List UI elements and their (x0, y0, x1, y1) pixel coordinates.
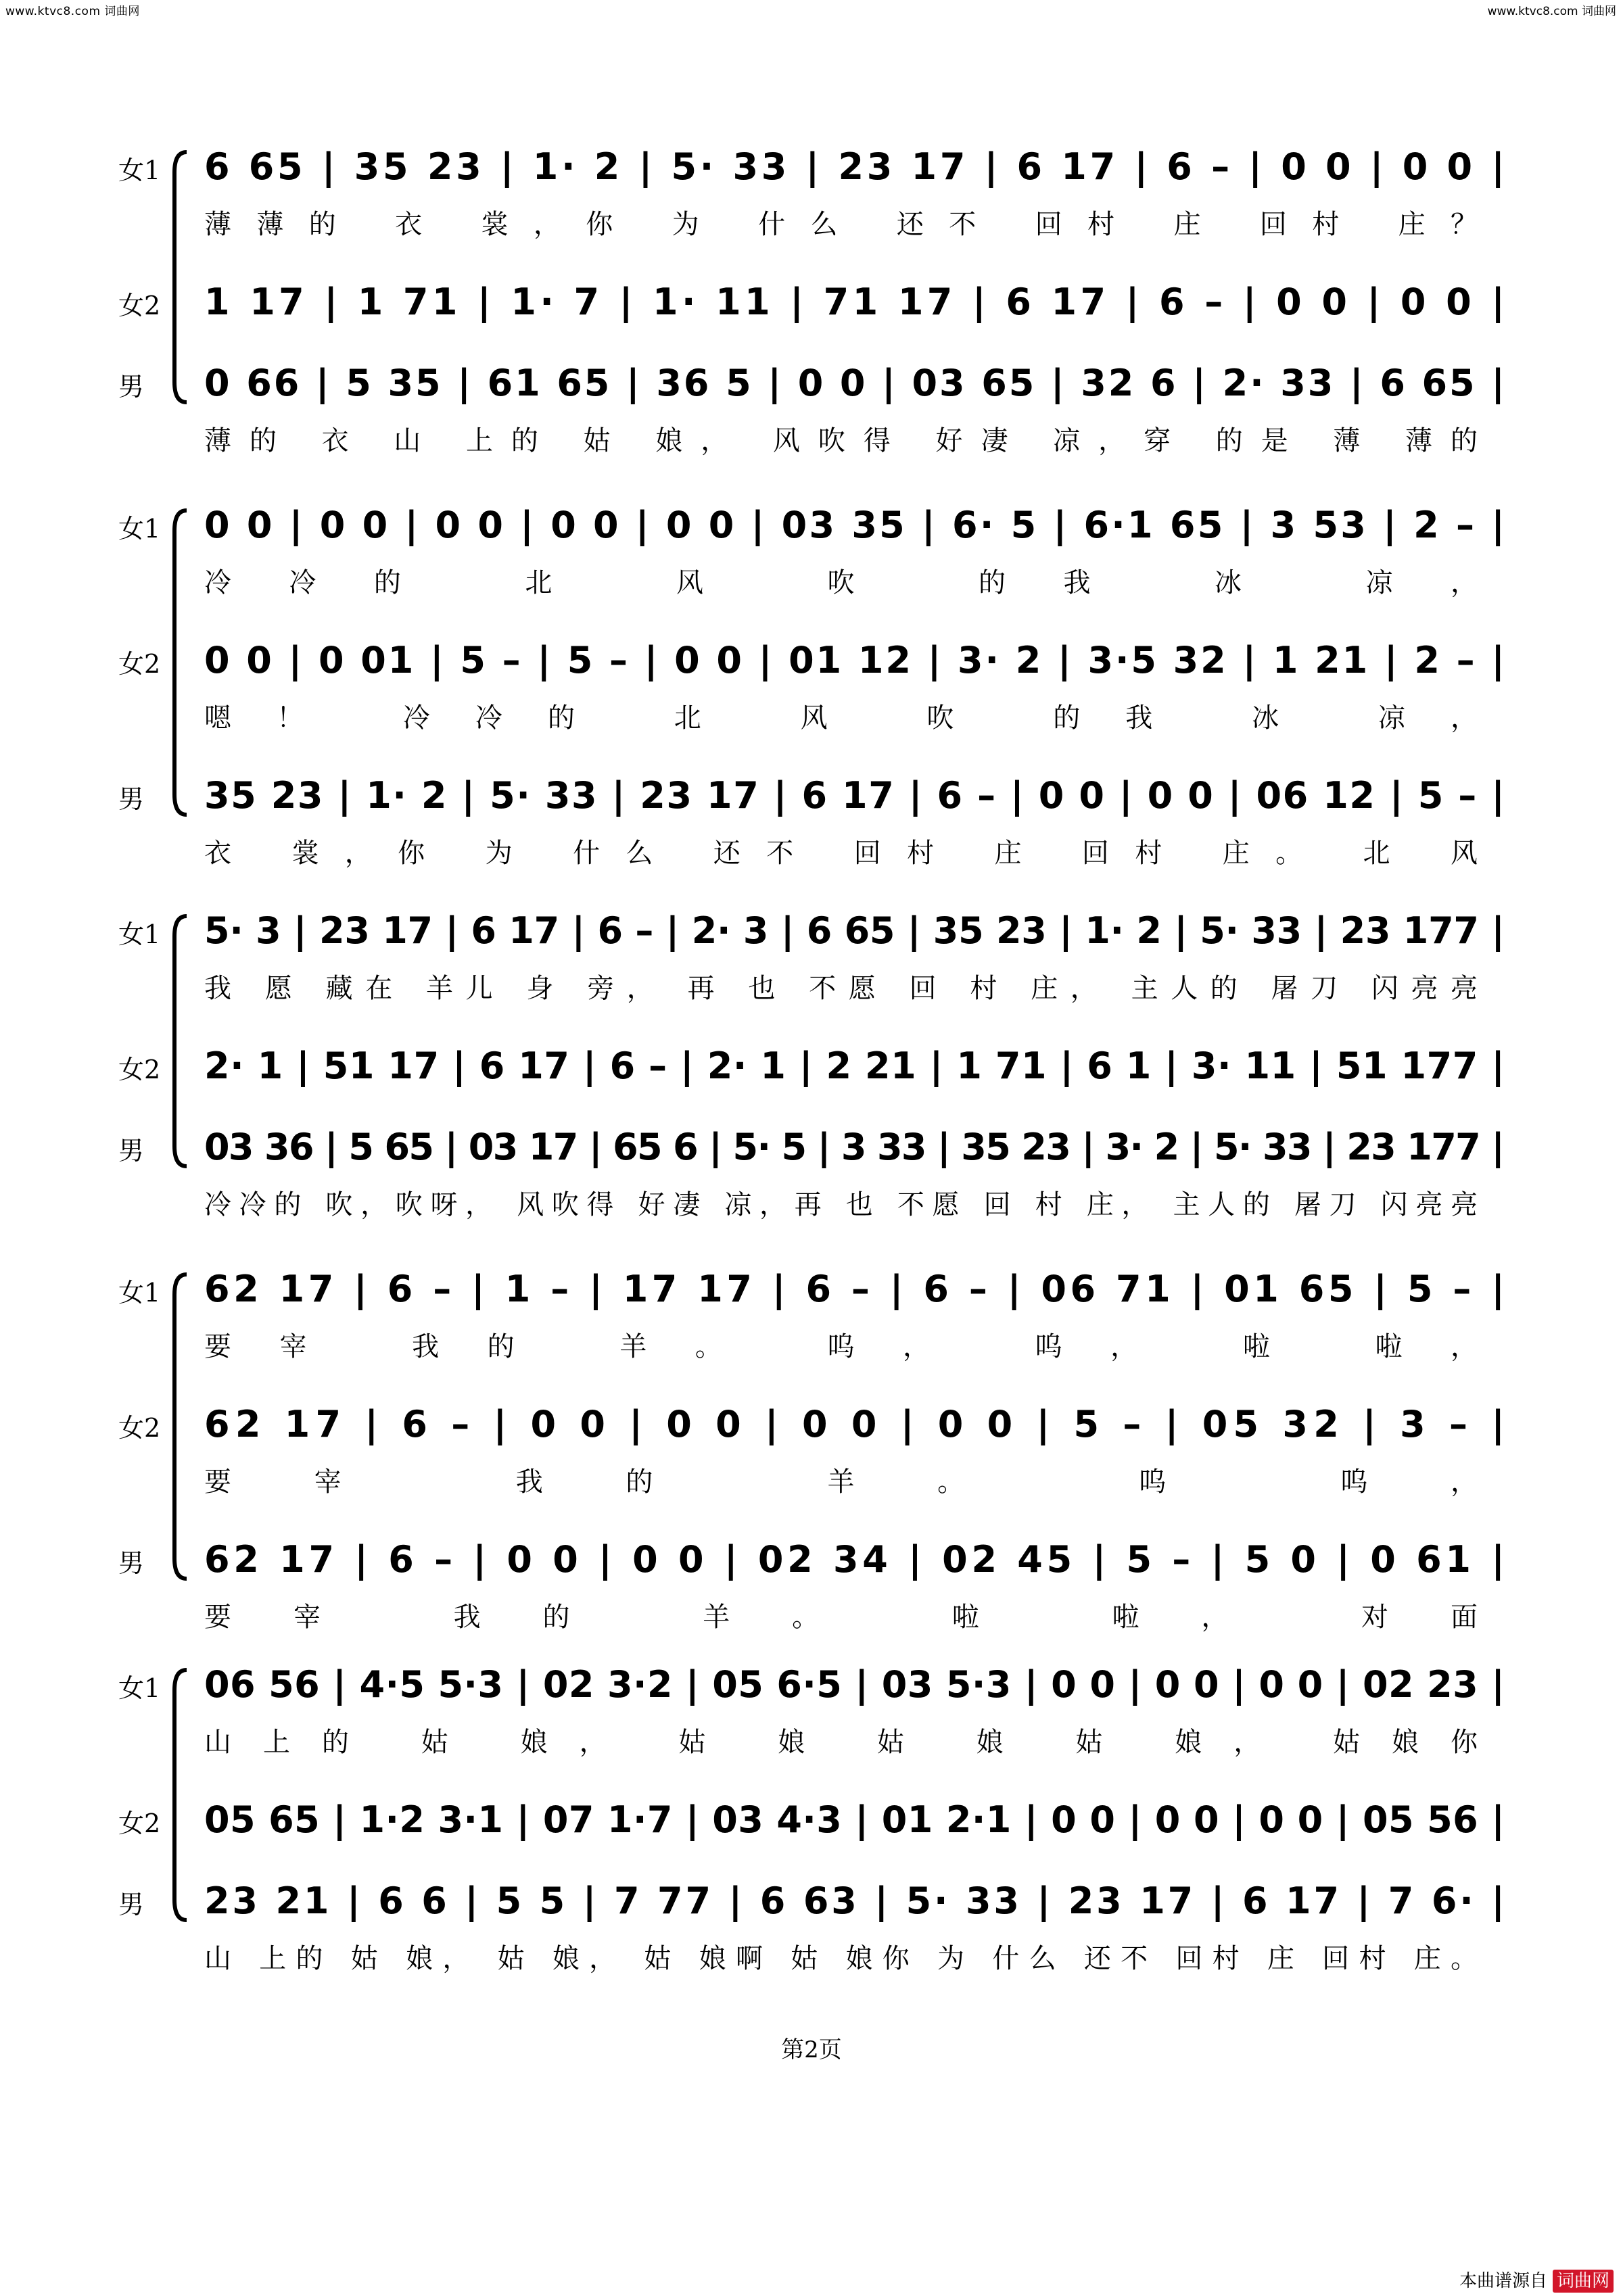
notation-line: 62 17 | 6 – | 0 0 | 0 0 | 0 0 | 0 0 | 5 – | 05 32 | 3 – | (204, 1403, 1505, 1445)
notation-line: 62 17 | 6 – | 1 – | 17 17 | 6 – | 6 – | 06 71 | 01 65 | 5 – | (204, 1268, 1505, 1310)
staff-label: 男 (118, 784, 145, 814)
lyric-line: 衣 裳，你 为 什么 还不 回村 庄 回村 庄。 北 风 (204, 838, 1478, 869)
staff-label: 女1 (118, 919, 161, 949)
staff-label: 女2 (118, 291, 161, 320)
staff-label: 男 (118, 1548, 145, 1578)
staff-label: 男 (118, 372, 145, 402)
staff-label: 女1 (118, 156, 161, 185)
notation-line: 03 36 | 5 65 | 03 17 | 65 6 | 5· 5 | 3 33 | 35 23 | 3· 2 | 5· 33 | 23 177 | (204, 1126, 1505, 1168)
lyric-line: 冷冷的 北 风 吹 的我 冰 凉， (204, 567, 1478, 598)
site-header-right: www.ktvc8.com 词曲网 (1487, 5, 1616, 18)
notation-line: 0 0 | 0 0 | 0 0 | 0 0 | 0 0 | 03 35 | 6· 5 | 6·1 65 | 3 53 | 2 – | (204, 504, 1505, 546)
watermark-logo: 词曲网 (1553, 2270, 1614, 2293)
lyric-line: 要宰 我的 羊。 呜 呜， (204, 1466, 1478, 1498)
system-brace (174, 152, 187, 402)
notation-line: 62 17 | 6 – | 0 0 | 0 0 | 02 34 | 02 45 | 5 – | 5 0 | 0 61 | (204, 1538, 1505, 1581)
lyric-line: 嗯！ 冷冷的 北 风 吹 的我 冰 凉， (204, 702, 1478, 734)
notation-line: 06 56 | 4·5 5·3 | 02 3·2 | 05 6·5 | 03 5·3 | 0 0 | 0 0 | 0 0 | 02 23 | (204, 1663, 1505, 1706)
staff-label: 女2 (118, 1809, 161, 1838)
lyric-line: 薄的 衣 山 上的 姑 娘， 风吹得 好凄 凉，穿 的是 薄 薄的 (204, 425, 1478, 456)
system-brace (174, 1274, 187, 1579)
staff-label: 女1 (118, 1673, 161, 1703)
lyric-line: 冷冷的 吹，吹呀， 风吹得 好凄 凉，再 也 不愿 回 村 庄， 主人的 屠刀 闪亮亮 (204, 1189, 1478, 1220)
system-brace (174, 916, 187, 1166)
staff-label: 女2 (118, 1055, 161, 1084)
staff-label: 女2 (118, 649, 161, 679)
watermark (1459, 2267, 1614, 2292)
notation-line: 6 65 | 35 23 | 1· 2 | 5· 33 | 23 17 | 6 17 | 6 – | 0 0 | 0 0 | (204, 145, 1505, 188)
page-number: 第2页 (781, 2036, 842, 2063)
staff-label: 女1 (118, 514, 161, 544)
staff-label: 女1 (118, 1278, 161, 1308)
notation-line: 0 0 | 0 01 | 5 – | 5 – | 0 0 | 01 12 | 3· 2 | 3·5 32 | 1 21 | 2 – | (204, 639, 1505, 681)
lyric-line: 薄薄的 衣 裳，你 为 什么 还不 回村 庄 回村 庄？ (204, 209, 1478, 240)
notation-line: 5· 3 | 23 17 | 6 17 | 6 – | 2· 3 | 6 65 | 35 23 | 1· 2 | 5· 33 | 23 177 | (204, 909, 1505, 952)
notation-line: 23 21 | 6 6 | 5 5 | 7 77 | 6 63 | 5· 33 | 23 17 | 6 17 | 7 6· | (204, 1880, 1505, 1922)
notation-line: 05 65 | 1·2 3·1 | 07 1·7 | 03 4·3 | 01 2·1 | 0 0 | 0 0 | 0 0 | 05 56 | (204, 1798, 1505, 1841)
notation-line: 1 17 | 1 71 | 1· 7 | 1· 11 | 71 17 | 6 17 | 6 – | 0 0 | 0 0 | (204, 281, 1505, 323)
staff-label: 男 (118, 1890, 145, 1919)
notation-line: 0 66 | 5 35 | 61 65 | 36 5 | 0 0 | 03 65 | 32 6 | 2· 33 | 6 65 | (204, 362, 1505, 404)
lyric-line: 山上的 姑 娘， 姑 娘 姑 娘 姑 娘， 姑娘你 (204, 1727, 1478, 1758)
staff-label: 女2 (118, 1413, 161, 1443)
system-brace (174, 1670, 187, 1920)
lyric-line: 要宰 我的 羊。 啦 啦， 对面 (204, 1602, 1478, 1633)
notation-line: 2· 1 | 51 17 | 6 17 | 6 – | 2· 1 | 2 21 | 1 71 | 6 1 | 3· 11 | 51 177 | (204, 1045, 1505, 1087)
notation-line: 35 23 | 1· 2 | 5· 33 | 23 17 | 6 17 | 6 – | 0 0 | 0 0 | 06 12 | 5 – | (204, 774, 1505, 817)
system-brace (174, 510, 187, 815)
lyric-line: 山 上的 姑 娘， 姑 娘， 姑 娘啊 姑 娘你 为 什么 还不 回村 庄 回村 庄。 (204, 1943, 1478, 1974)
watermark-text: 本曲谱源自 (1459, 2271, 1547, 2291)
lyric-line: 要宰 我的 羊。 呜， 呜， 啦 啦， (204, 1331, 1478, 1362)
lyric-line: 我 愿 藏在 羊儿 身 旁， 再 也 不愿 回 村 庄， 主人的 屠刀 闪亮亮 (204, 973, 1478, 1004)
staff-label: 男 (118, 1136, 145, 1166)
site-header-left: www.ktvc8.com 词曲网 (5, 5, 140, 18)
